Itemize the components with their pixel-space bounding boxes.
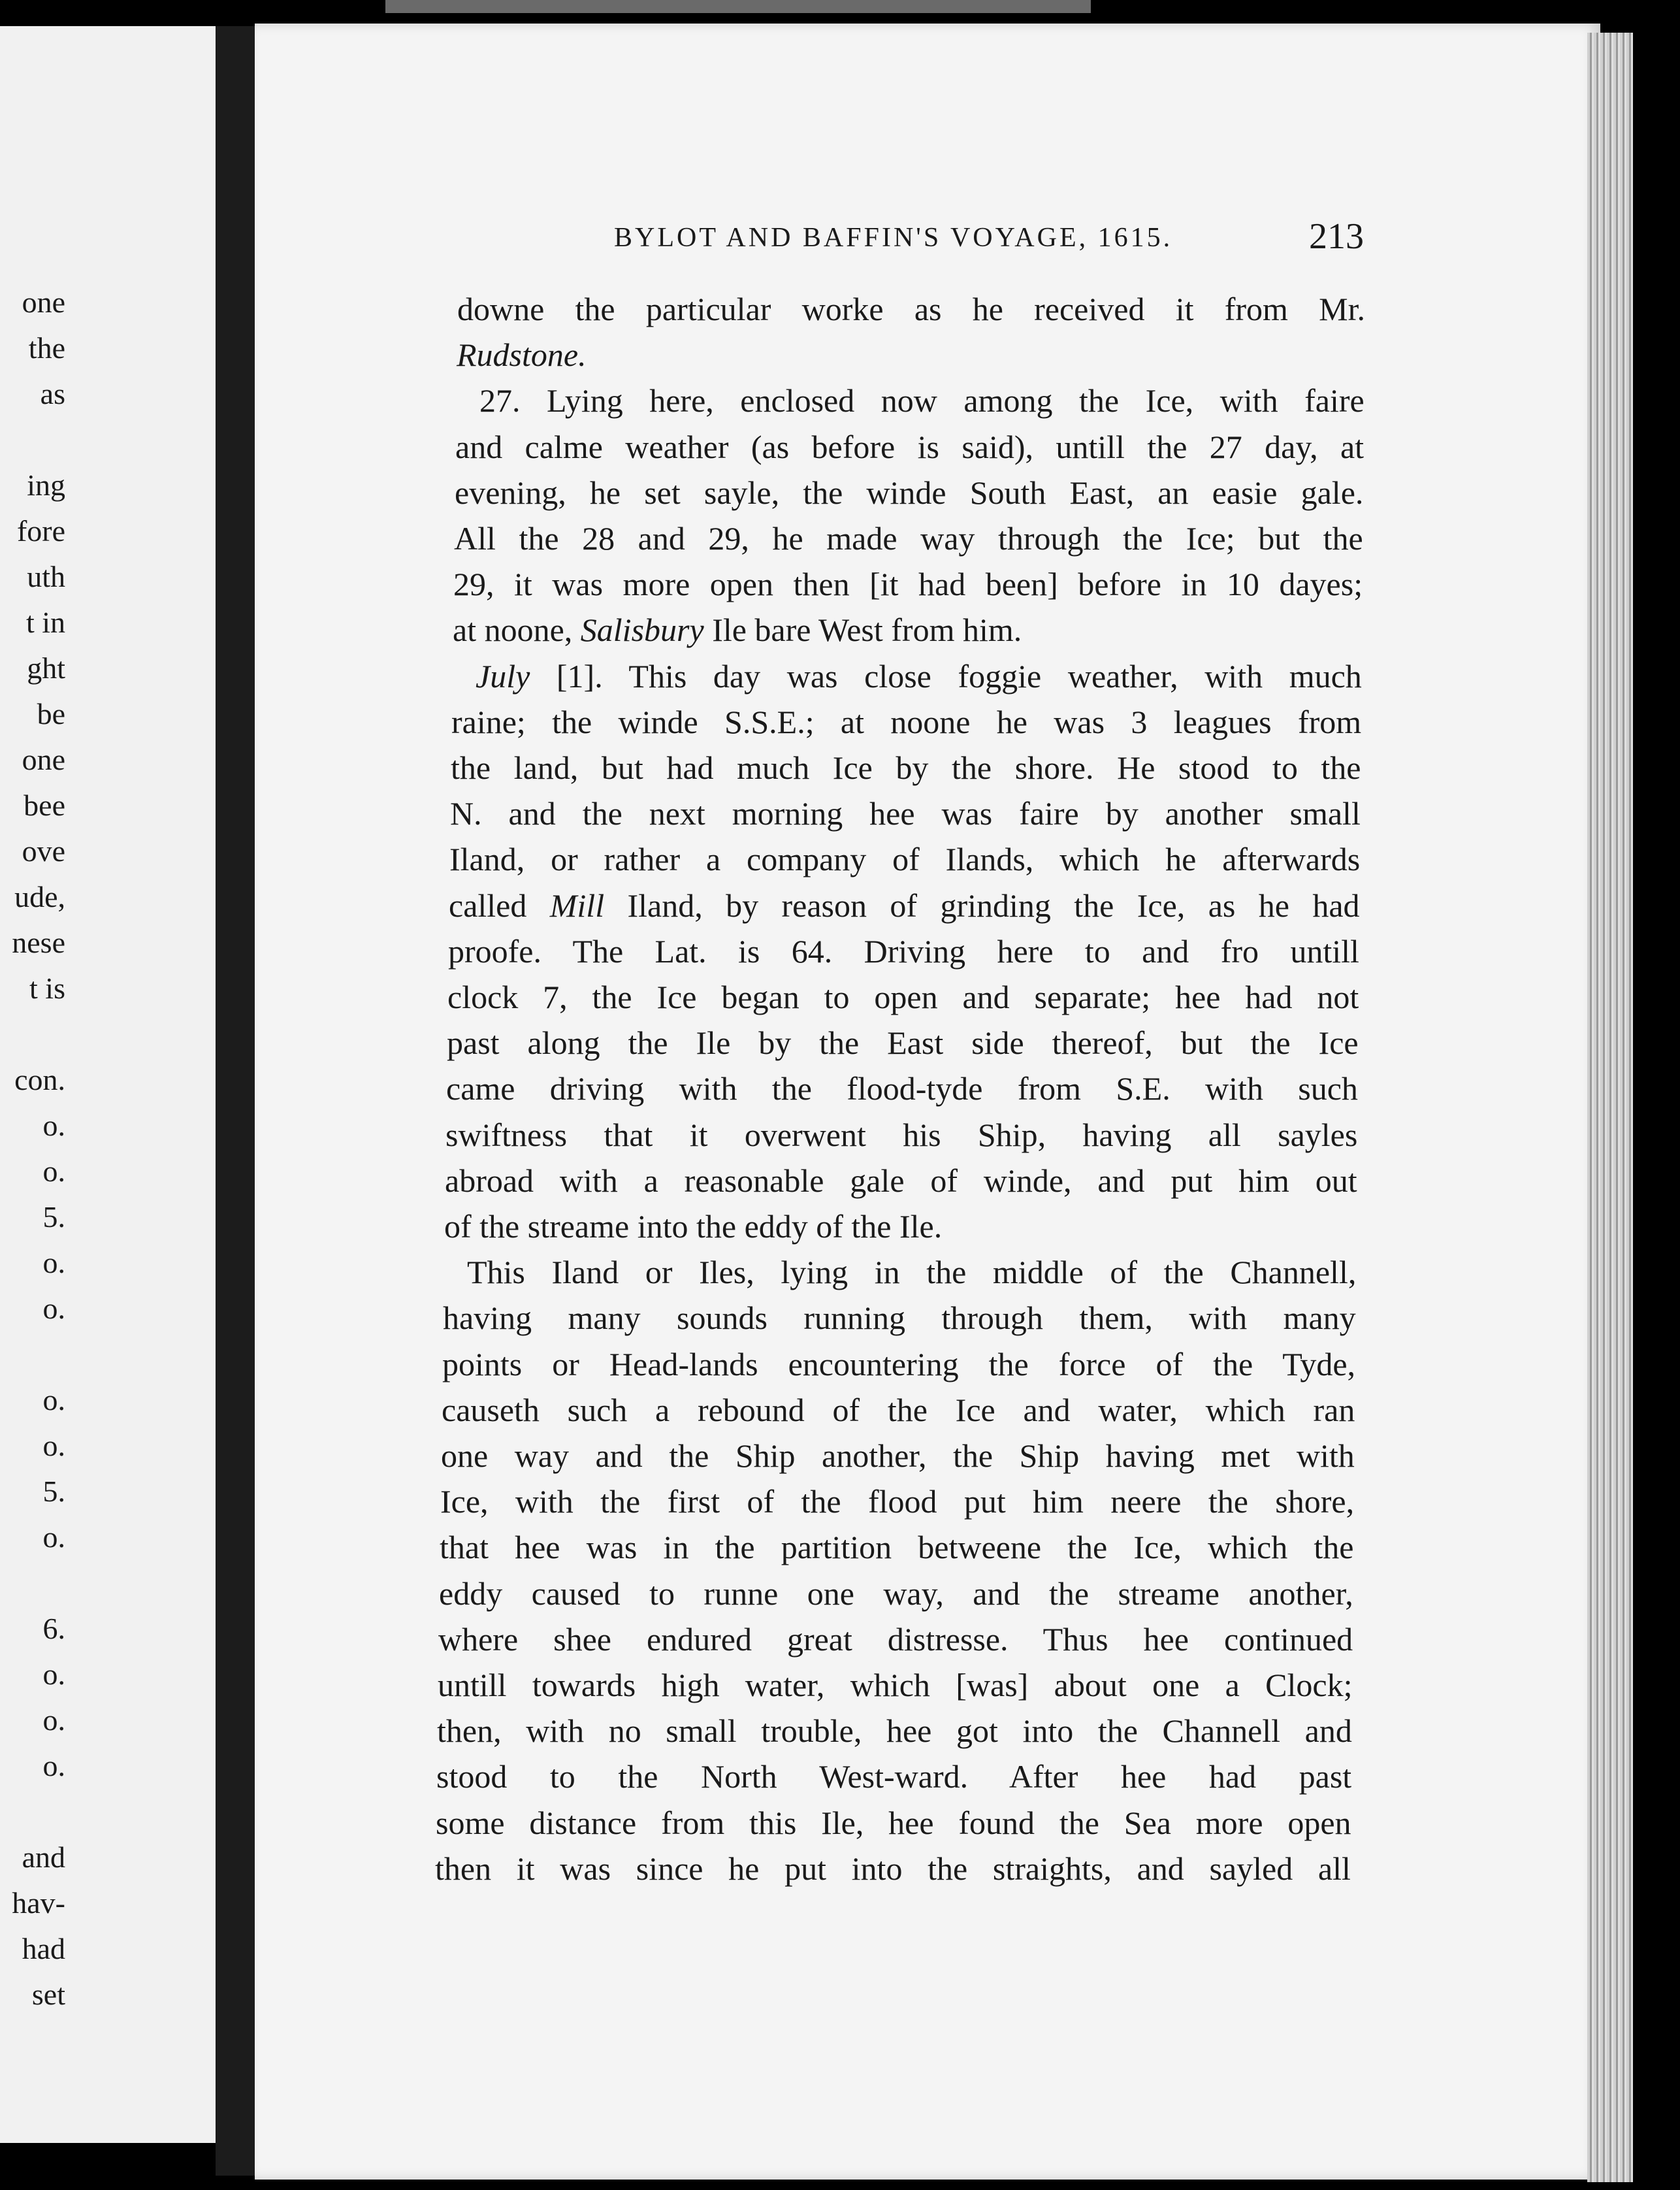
facing-page-line: t in	[25, 606, 65, 639]
text-line	[441, 1439, 1355, 1472]
text-span: downe the particular worke as he received it from Mr.	[457, 291, 1365, 327]
text-line	[451, 703, 1362, 740]
text-line	[438, 1620, 1353, 1658]
text-span: and calme weather (as before is said), untill the 27 day, at	[455, 428, 1365, 465]
text-line	[442, 1391, 1355, 1428]
text-span: came driving with the flood-tyde from S.E. with such	[446, 1070, 1358, 1107]
text-span: some distance from this Ile, hee found the Sea more open	[436, 1804, 1351, 1841]
text-line	[444, 1210, 1357, 1243]
text-span: where shee endured great distresse. Thus hee continued	[438, 1620, 1353, 1658]
text-span: clock 7, the Ice began to open and separate; hee had not	[447, 979, 1359, 1015]
text-span: evening, he set sayle, the winde South East, an easie gale.	[455, 474, 1364, 511]
text-span: Iland, by reason of grinding the Ice, as he had	[604, 887, 1360, 924]
text-span: past along the Ile by the East side thereof, but the Ice	[447, 1024, 1359, 1062]
text-span: then, with no small trouble, hee got into the Channell and	[437, 1712, 1352, 1750]
text-span: stood to the North West-ward. After hee had past	[436, 1758, 1352, 1795]
text-line	[446, 1072, 1358, 1105]
facing-page-line: one	[22, 286, 65, 319]
text-span: eddy caused to runne one way, and the streame another,	[439, 1575, 1353, 1612]
text-line	[457, 293, 1365, 325]
facing-page-line: ing	[27, 468, 65, 502]
text-span: Iland, or rather a company of Ilands, which he afterwards	[449, 841, 1361, 878]
text-line	[453, 612, 1362, 649]
text-line	[476, 657, 1362, 695]
text-span: the land, but had much Ice by the shore. He stood to the	[451, 749, 1361, 786]
scan-edge	[385, 0, 1091, 13]
facing-page-line: o.	[42, 1658, 65, 1691]
text-line	[439, 1577, 1353, 1610]
facing-page-line: o.	[42, 1520, 65, 1554]
facing-page-line: hav-	[12, 1886, 65, 1920]
text-line	[438, 1669, 1353, 1701]
text-span: Ice, with the first of the flood put him neere the shore,	[440, 1483, 1355, 1520]
text-line	[453, 566, 1363, 603]
text-line	[445, 1116, 1358, 1153]
facing-page-line: o.	[42, 1292, 65, 1325]
text-line	[436, 1806, 1351, 1839]
text-span: called	[449, 887, 550, 924]
facing-page-line: uth	[27, 560, 65, 593]
italic-text: Salisbury	[580, 612, 704, 649]
facing-page-line: 6.	[42, 1612, 65, 1645]
text-span: abroad with a reasonable gale of winde, and put him out	[445, 1162, 1357, 1199]
facing-page-line: o.	[42, 1109, 65, 1142]
text-span: raine; the winde S.S.E.; at noone he was 3 leagues from	[451, 703, 1362, 740]
text-line	[449, 841, 1361, 878]
facing-page-line: one	[22, 743, 65, 776]
facing-page-line: t is	[29, 972, 65, 1005]
text-span: [1]. This day was close foggie weather, with much	[530, 657, 1362, 695]
facing-page-line: be	[37, 697, 65, 730]
facing-page-line: bee	[24, 789, 65, 822]
text-span: swiftness that it overwent his Ship, having all sayles	[445, 1116, 1358, 1153]
text-span: then it was since he put into the straights, and sayled all	[435, 1850, 1351, 1887]
facing-page-line: fore	[16, 514, 65, 548]
facing-page-line: o.	[42, 1703, 65, 1737]
book-gutter	[216, 26, 257, 2176]
running-title: BYLOT AND BAFFIN'S VOYAGE, 1615.	[614, 223, 1173, 253]
facing-page-line: ove	[22, 834, 65, 868]
text-line	[479, 384, 1365, 417]
text-span: points or Head-lands encountering the force of the Tyde,	[442, 1345, 1356, 1382]
facing-page-line: 5.	[42, 1475, 65, 1508]
text-span: 27. Lying here, enclosed now among the Ice, with faire	[479, 382, 1365, 419]
text-span: untill towards high water, which [was] about one a Clock;	[438, 1667, 1353, 1703]
facing-page-line: o.	[42, 1246, 65, 1279]
facing-page-line: con.	[14, 1063, 65, 1096]
text-span: N. and the next morning hee was faire by another small	[450, 795, 1361, 832]
italic-text: Mill	[549, 887, 605, 924]
text-line	[447, 981, 1359, 1013]
facing-page-line: o.	[42, 1429, 65, 1462]
text-line	[447, 1024, 1359, 1062]
text-line	[451, 751, 1361, 784]
facing-page-line: o.	[42, 1749, 65, 1782]
text-span: proofe. The Lat. is 64. Driving here to and fro untill	[448, 932, 1359, 970]
facing-page-line: as	[40, 377, 65, 410]
facing-page-line: ght	[27, 651, 65, 685]
text-line	[436, 1760, 1351, 1793]
text-line	[455, 428, 1365, 465]
text-line	[440, 1529, 1354, 1566]
page-number: 213	[1309, 216, 1364, 257]
text-line	[440, 1485, 1354, 1518]
text-span: This Iland or Iles, lying in the middle of the Channell,	[467, 1254, 1357, 1291]
text-span: All the 28 and 29, he made way through the Ice; but the	[454, 520, 1363, 557]
text-line	[445, 1164, 1357, 1197]
text-span: Ile bare West from him.	[703, 612, 1022, 649]
italic-text: Rudstone.	[457, 336, 587, 374]
text-line	[449, 889, 1360, 922]
facing-page-line: ude,	[14, 880, 65, 913]
facing-page-line: nese	[12, 926, 65, 959]
facing-page-line: set	[31, 1978, 65, 2011]
text-line	[437, 1712, 1352, 1750]
text-span: 29, it was more open then [it had been] before in 10 dayes;	[453, 566, 1363, 603]
facing-page-line: had	[22, 1932, 65, 1965]
text-span: having many sounds running through them, with many	[443, 1299, 1356, 1337]
italic-text: July	[476, 657, 530, 695]
text-span: causeth such a rebound of the Ice and water, which ran	[442, 1391, 1355, 1428]
text-span: that hee was in the partition betweene the Ice, which the	[440, 1529, 1354, 1566]
text-line	[435, 1852, 1351, 1885]
facing-page-line: o.	[42, 1383, 65, 1416]
facing-page-line: the	[28, 331, 65, 365]
facing-page-line: 5.	[42, 1200, 65, 1234]
facing-page-line: o.	[42, 1154, 65, 1188]
page-edges	[1587, 33, 1633, 2182]
text-span: at noone,	[453, 612, 581, 649]
text-line	[455, 476, 1363, 509]
facing-page-line: and	[22, 1840, 65, 1874]
text-line	[450, 797, 1361, 830]
text-span: of the streame into the eddy of the Ile.	[444, 1208, 943, 1245]
text-line	[448, 932, 1359, 970]
text-line	[457, 336, 1365, 374]
text-line	[443, 1299, 1356, 1337]
text-line	[467, 1254, 1357, 1291]
text-line	[454, 522, 1363, 555]
text-line	[442, 1345, 1356, 1382]
text-span: one way and the Ship another, the Ship having met with	[441, 1437, 1355, 1474]
